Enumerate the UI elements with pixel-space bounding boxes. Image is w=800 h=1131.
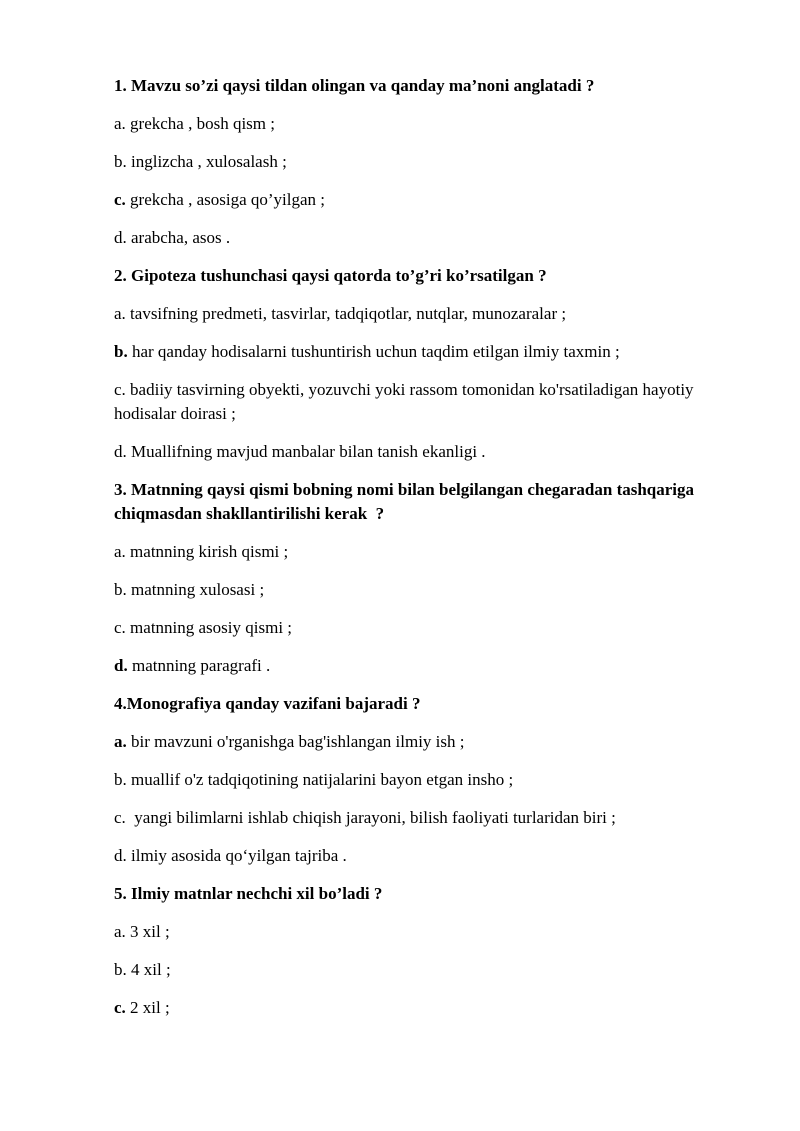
- option-letter: b.: [114, 960, 127, 979]
- option-letter-correct: a.: [114, 732, 127, 751]
- option-3c: [114, 616, 714, 640]
- option-letter-correct: b.: [114, 342, 128, 361]
- option-letter: a.: [114, 304, 126, 323]
- option-letter: a.: [114, 922, 126, 941]
- option-letter: b.: [114, 152, 127, 171]
- option-letter: d.: [114, 228, 127, 247]
- option-text: arabcha, asos .: [126, 228, 231, 247]
- option-text: 3 xil ;: [125, 922, 170, 941]
- option-1c: [114, 188, 714, 212]
- option-letter: b.: [114, 580, 127, 599]
- option-2c: [114, 378, 714, 426]
- option-letter: d.: [114, 442, 127, 461]
- option-2b: [114, 340, 714, 364]
- option-text: Muallifning mavjud manbalar bilan tanish ekanligi .: [126, 442, 486, 461]
- option-letter: a.: [114, 114, 126, 133]
- option-text: muallif o'z tadqiqotining natijalarini bayon etgan insho ;: [126, 770, 514, 789]
- question-2: 2. Gipoteza tushunchasi qaysi qatorda to’g’ri ko’rsatilgan ?: [114, 266, 547, 285]
- option-text: grekcha , bosh qism ;: [125, 114, 275, 133]
- option-4d: [114, 844, 714, 868]
- option-letter: c.: [114, 808, 126, 827]
- option-3b: [114, 578, 714, 602]
- question-3: 3. Matnning qaysi qismi bobning nomi bilan belgilangan chegaradan tashqariga chiqmasdan shakllantirilishi kerak ?: [114, 480, 699, 523]
- option-letter: a.: [114, 542, 126, 561]
- option-text: matnning paragrafi .: [127, 656, 271, 675]
- option-text: yangi bilimlarni ishlab chiqish jarayoni, bilish faoliyati turlaridan biri ;: [125, 808, 616, 827]
- option-text: matnning asosiy qismi ;: [125, 618, 293, 637]
- option-letter: b.: [114, 770, 127, 789]
- option-letter: c.: [114, 380, 126, 399]
- option-1a: [114, 112, 714, 136]
- option-5a: [114, 920, 714, 944]
- option-text: ilmiy asosida qo‘yilgan tajriba .: [126, 846, 347, 865]
- option-letter-correct: d.: [114, 656, 128, 675]
- option-text: matnning kirish qismi ;: [125, 542, 289, 561]
- option-5c: [114, 996, 714, 1020]
- question-5: 5. Ilmiy matnlar nechchi xil bo’ladi ?: [114, 884, 383, 903]
- option-4a: [114, 730, 714, 754]
- option-2d: [114, 440, 714, 464]
- option-text: tavsifning predmeti, tasvirlar, tadqiqotlar, nutqlar, munozaralar ;: [125, 304, 567, 323]
- option-1d: [114, 226, 714, 250]
- option-1b: [114, 150, 714, 174]
- option-3d: [114, 654, 714, 678]
- option-letter: d.: [114, 846, 127, 865]
- option-text: matnning xulosasi ;: [126, 580, 265, 599]
- option-4b: [114, 768, 714, 792]
- option-letter-correct: c.: [114, 190, 126, 209]
- option-letter: c.: [114, 618, 126, 637]
- option-text: grekcha , asosiga qo’yilgan ;: [125, 190, 326, 209]
- option-text: har qanday hodisalarni tushuntirish uchun taqdim etilgan ilmiy taxmin ;: [127, 342, 620, 361]
- option-text: inglizcha , xulosalash ;: [126, 152, 287, 171]
- option-4c: [114, 806, 714, 830]
- option-3a: [114, 540, 714, 564]
- document-page: [114, 74, 714, 1034]
- option-text: bir mavzuni o'rganishga bag'ishlangan ilmiy ish ;: [126, 732, 465, 751]
- option-text: 2 xil ;: [125, 998, 170, 1017]
- option-text: 4 xil ;: [126, 960, 171, 979]
- option-2a: [114, 302, 714, 326]
- question-1: 1. Mavzu so’zi qaysi tildan olingan va qanday ma’noni anglatadi ?: [114, 76, 595, 95]
- option-text: badiiy tasvirning obyekti, yozuvchi yoki rassom tomonidan ko'rsatiladigan hayotiy hodisalar doirasi ;: [114, 380, 698, 423]
- option-letter-correct: c.: [114, 998, 126, 1017]
- question-4: 4.Monografiya qanday vazifani bajaradi ?: [114, 694, 421, 713]
- option-5b: [114, 958, 714, 982]
